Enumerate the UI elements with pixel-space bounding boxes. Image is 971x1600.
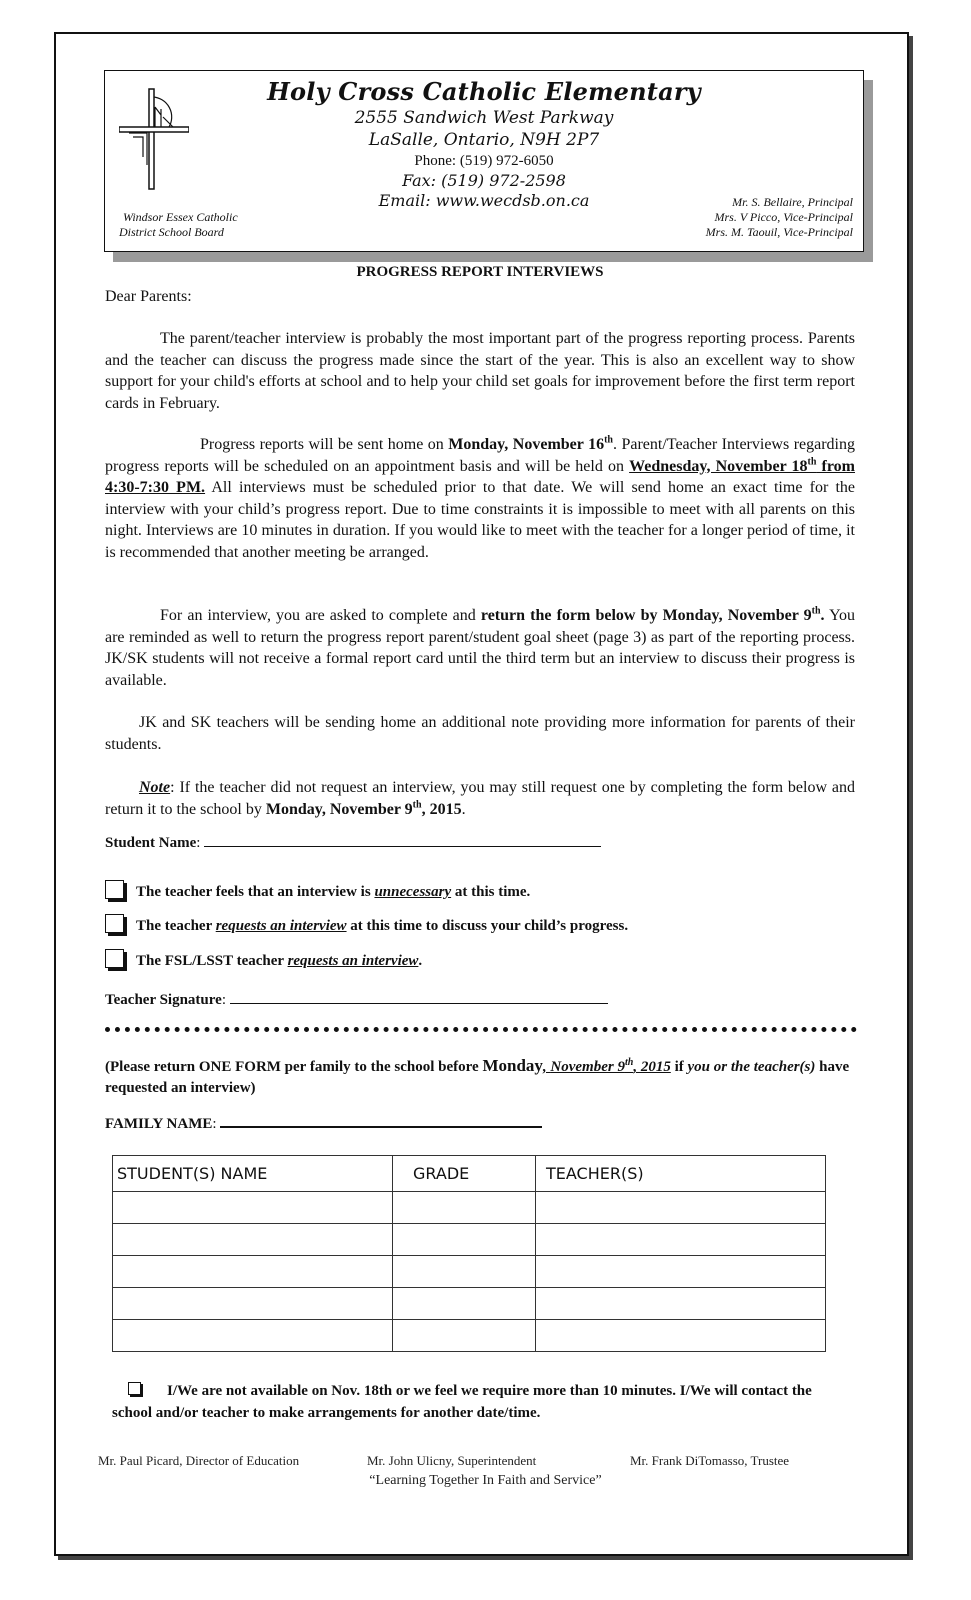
cell[interactable] [393,1320,536,1352]
check-requests-interview[interactable] [105,914,855,938]
text: at this time. [451,884,531,900]
checkbox-icon[interactable] [105,949,124,968]
cell[interactable] [536,1256,826,1288]
table-row [113,1192,826,1224]
deadline: Monday, November 9 [265,800,413,818]
text: : If the teacher did not request an interview, you may still request one by completing the form below and return it to the school by [105,779,855,818]
teacher-signature-label: Teacher Signature [105,992,222,1008]
cell[interactable] [393,1224,536,1256]
motto: “Learning Together In Faith and Service” [369,1473,602,1488]
text: have requested an interview) [105,1059,850,1096]
board-line-2: District School Board [119,225,224,239]
text: . [461,800,466,818]
text: , 2015 [421,800,462,818]
vice-principal-2: Mrs. M. Taouil, Vice-Principal [705,225,853,239]
family-name-field[interactable]: FAMILY NAME: [105,1114,855,1136]
text: if [670,1059,688,1075]
cut-line [105,1027,857,1032]
cell[interactable] [536,1224,826,1256]
checkbox-icon[interactable] [105,880,124,899]
family-name-line[interactable] [220,1126,542,1128]
cell[interactable] [536,1288,826,1320]
text: (Please return ONE FORM per family to the school before [105,1059,483,1075]
table-row [113,1224,826,1256]
superintendent: Mr. John Ulicny, Superintendent [367,1453,537,1468]
text: . Parent/Teacher Interviews regarding progress reports will be scheduled on an appointment basis and will be held on [105,436,856,475]
col-teacher: TEACHER(S) [536,1156,826,1192]
director: Mr. Paul Picard, Director of Education [98,1453,300,1468]
family-name-label: FAMILY NAME [105,1116,213,1132]
address-line-1: 2555 Sandwich West Parkway [354,108,614,128]
sup: th [807,456,817,468]
note-label: Note [139,779,171,796]
text: Progress reports will be sent home on [200,436,449,453]
check-fsl-lsst[interactable] [105,949,855,973]
cell[interactable] [113,1224,393,1256]
vice-principal-1: Mrs. V Picco, Vice-Principal [714,210,853,224]
text: requests an interview [215,918,347,934]
board-line-1: Windsor Essex Catholic [123,210,238,224]
text: The FSL/LSST teacher [136,953,288,969]
cell[interactable] [113,1256,393,1288]
cell[interactable] [536,1192,826,1224]
student-table [112,1155,826,1352]
unavailable-text: I/We are not available on Nov. 18th or we feel we require more than 10 minutes. I/We will contact the school and/or teacher to make arrangements for another date/time. [112,1383,812,1421]
text: November 9 [550,1059,625,1075]
signature-line[interactable] [230,1003,608,1004]
table-header-row [113,1156,826,1192]
text: Monday [482,1056,543,1075]
letterhead [104,70,864,252]
table-row [113,1320,826,1352]
checkbox-icon[interactable] [105,914,124,933]
cell[interactable] [113,1320,393,1352]
cell[interactable] [393,1288,536,1320]
text: . [418,953,423,969]
text: , 2015 [633,1059,671,1075]
phone: Phone: (519) 972-6050 [414,153,554,169]
paragraph-5 [105,777,855,820]
table-row [113,1256,826,1288]
sup: th [624,1057,634,1068]
address-line-2: LaSalle, Ontario, N9H 2P7 [368,130,600,150]
text: The teacher feels that an interview is [136,884,375,900]
trustee: Mr. Frank DiTomasso, Trustee [630,1453,790,1468]
cell[interactable] [113,1192,393,1224]
principal: Mr. S. Bellaire, Principal [732,195,853,209]
text: requests an interview [287,953,419,969]
col-student-name: STUDENT(S) NAME [113,1156,393,1192]
check-unnecessary[interactable] [105,880,855,904]
interview-date: Wednesday, November 18 [629,457,808,475]
paragraph-3 [105,605,855,691]
paragraph-4: JK and SK teachers will be sending home an additional note providing more information for parents of their students. [105,714,855,753]
interview-time: from 4:30-7:30 PM. [105,457,855,496]
table-row [113,1288,826,1320]
return-deadline: return the form below by Monday, November 9 [480,607,812,624]
student-name-field[interactable]: Student Name: [105,833,855,855]
text: All interviews must be scheduled prior to that date. We will send home an exact time for the interview with your child’s progress report. Due to time constraints it is impossible to meet with all parents on this night. Interviews are 10 minutes in duration. If you would like to meet with the teacher for a longer period of time, it is recommended that another meeting be arranged. [105,479,856,561]
fax: Fax: (519) 972-2598 [402,171,566,190]
text: For an interview, you are asked to complete and [160,607,481,624]
student-name-label: Student Name [105,835,197,851]
paragraph-2 [105,434,855,563]
text: you or the teacher(s) [687,1059,816,1075]
unavailable-option[interactable] [112,1380,824,1424]
text: unnecessary [374,884,452,900]
greeting: Dear Parents: [105,288,192,305]
school-name: Holy Cross Catholic Elementary [267,77,701,106]
cell[interactable] [113,1288,393,1320]
text: You are reminded as well to return the progress report parent/student goal sheet (page 3) as part of the reporting process. JK/SK students will not receive a formal report card until the third term but an interview to discuss their progress is available. [105,607,856,689]
sup: th [604,434,613,446]
text: The teacher [136,918,216,934]
return-instructions: (Please return ONE FORM per family to the school before Monday, November 9th, 2015 if you or the teacher(s) have requested an interview) [105,1056,850,1096]
paragraph-1: The parent/teacher interview is probably the most important part of the progress reporting process. Parents and the teacher can discuss the progress made since the start of the year. This is also an excellent way to show support for your child's efforts at school and to help your child set goals for improvement before the first term report cards in February. [105,330,855,412]
text: at this time to discuss your child’s progress. [346,918,629,934]
text: . [820,607,825,624]
document-title: PROGRESS REPORT INTERVIEWS [356,264,604,280]
col-grade: GRADE [393,1156,536,1192]
date-progress-reports: Monday, November 16 [448,436,605,453]
cell[interactable] [536,1320,826,1352]
student-name-line[interactable] [204,846,601,847]
teacher-signature-field[interactable]: Teacher Signature: [105,990,855,1012]
sup: th [811,605,821,617]
checkbox-icon[interactable] [128,1382,141,1395]
cell[interactable] [393,1192,536,1224]
cell[interactable] [393,1256,536,1288]
email: Email: www.wecdsb.on.ca [378,191,590,210]
sup: th [412,799,422,811]
